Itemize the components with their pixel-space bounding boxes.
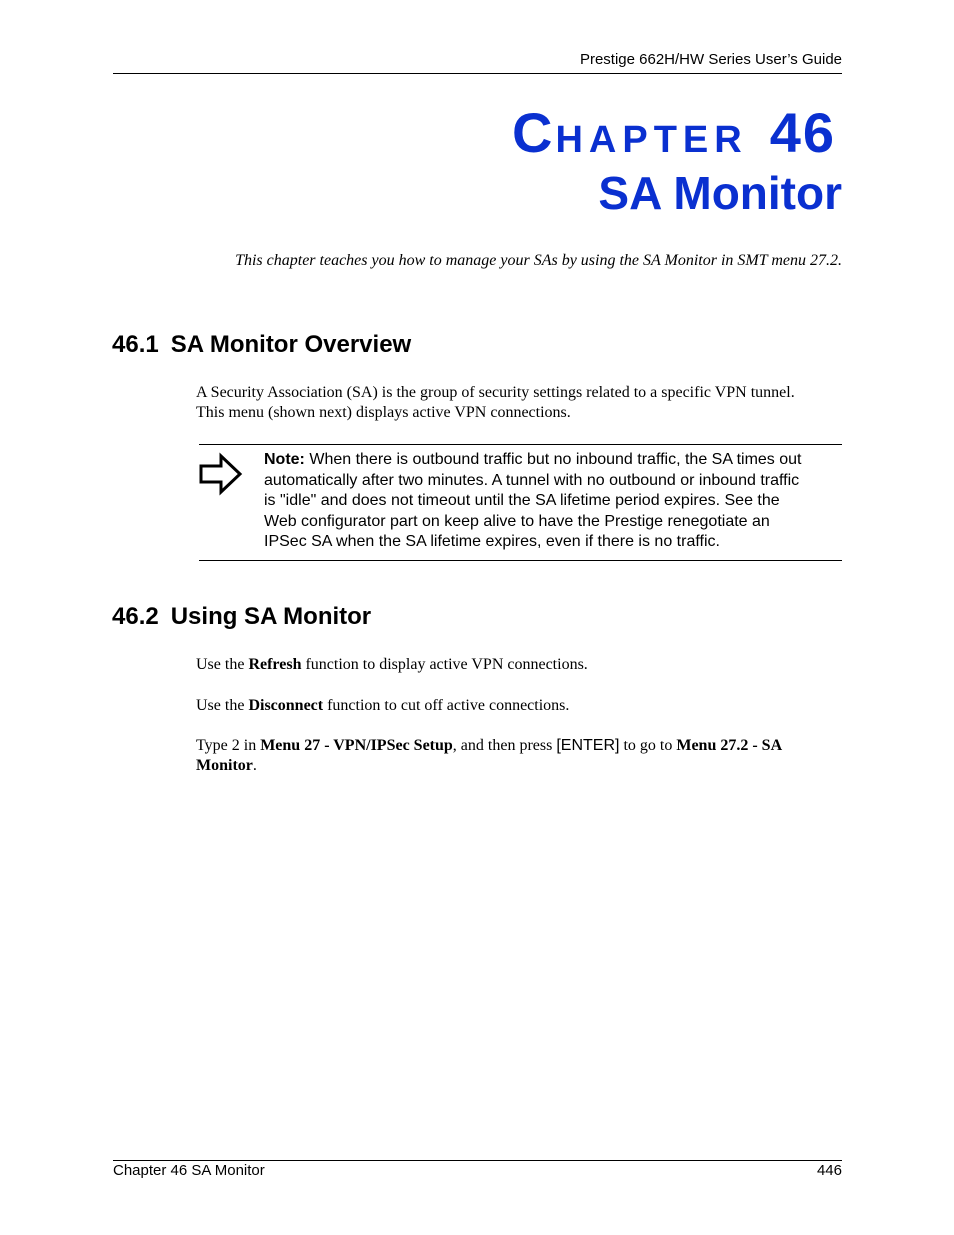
header-rule — [113, 73, 842, 74]
menu-27-2-term: Menu 27.2 - SA — [676, 737, 783, 754]
text-run: function to cut off active connections. — [323, 697, 570, 714]
note-text — [264, 450, 844, 553]
arrow-right-outline-icon — [198, 452, 244, 496]
section-number: 46.2 — [112, 603, 159, 630]
running-header: Prestige 662H/HW Series User’s Guide — [579, 51, 842, 68]
section-heading-46-2 — [112, 603, 371, 631]
menu-27-2-term-cont: Monitor — [196, 757, 253, 774]
text-run: , and then press — [452, 737, 557, 754]
chapter-intro: This chapter teaches you how to manage your SAs by using the SA Monitor in SMT menu 27.2. — [235, 252, 842, 269]
refresh-paragraph — [196, 655, 842, 675]
note-line — [264, 450, 844, 471]
note-rule-top — [199, 444, 842, 445]
chapter-label-rest: HAPTER — [555, 119, 748, 161]
disconnect-paragraph — [196, 696, 842, 716]
chapter-label-initial: C — [512, 101, 556, 164]
enter-key-term: [ENTER] — [556, 737, 620, 754]
disconnect-term: Disconnect — [248, 697, 324, 714]
text-run: to go to — [619, 737, 677, 754]
text-run: function to display active VPN connections. — [301, 656, 588, 673]
section-title: SA Monitor Overview — [170, 331, 412, 358]
section-number: 46.1 — [112, 331, 159, 358]
menu-paragraph-line — [196, 756, 842, 776]
menu-paragraph-line — [196, 736, 842, 756]
menu-27-term: Menu 27 - VPN/IPSec Setup — [260, 737, 453, 754]
note-line: automatically after two minutes. A tunnel with no outbound or inbound traffic — [264, 471, 800, 489]
note-line-text: When there is outbound traffic but no inbound traffic, the SA times out — [304, 451, 802, 468]
note-label: Note: — [264, 451, 305, 468]
section-heading-46-1 — [112, 331, 411, 359]
note-line: IPSec SA when the SA lifetime expires, even if there is no traffic. — [264, 533, 720, 550]
menu-paragraph — [196, 736, 842, 776]
text-run: . — [252, 757, 257, 774]
overview-paragraph — [196, 383, 842, 423]
text-run: Use the — [196, 697, 249, 714]
overview-line: A Security Association (SA) is the group of security settings related to a specific VPN tunnel. — [196, 384, 795, 401]
note-line: Web configurator part on keep alive to have the Prestige renegotiate an — [264, 512, 770, 530]
overview-line: This menu (shown next) displays active VPN connections. — [196, 404, 571, 421]
text-run: Use the — [196, 656, 249, 673]
section-title: Using SA Monitor — [170, 603, 372, 630]
refresh-term: Refresh — [248, 656, 302, 673]
footer-page-number: 446 — [816, 1162, 842, 1179]
note-line: is "idle" and does not timeout until the SA lifetime period expires. See the — [264, 492, 780, 509]
chapter-label — [300, 100, 836, 165]
chapter-number: 46 — [769, 101, 836, 164]
note-rule-bottom — [199, 560, 842, 561]
text-run: Type 2 in — [196, 737, 261, 754]
footer-chapter-title: Chapter 46 SA Monitor — [113, 1162, 265, 1179]
chapter-title: SA Monitor — [598, 167, 842, 219]
footer-rule — [113, 1160, 842, 1161]
